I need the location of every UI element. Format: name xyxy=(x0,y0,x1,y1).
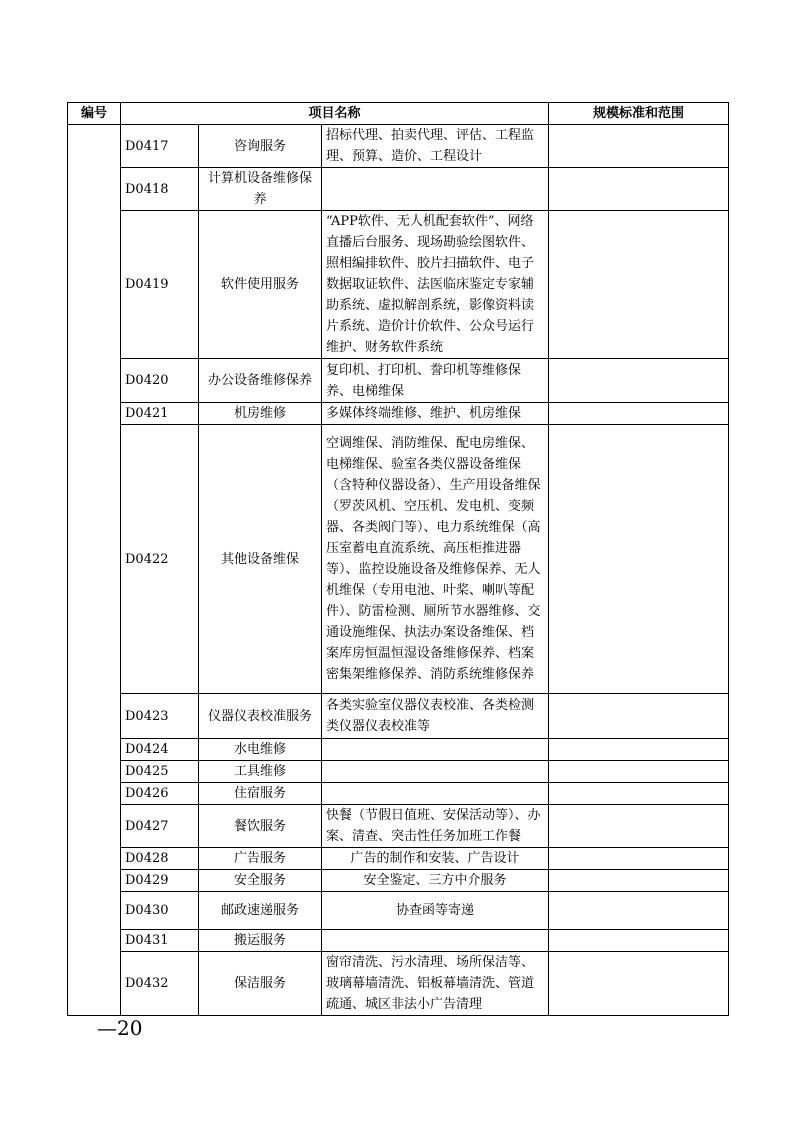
row-code: D0421 xyxy=(121,403,199,425)
row-name: 搬运服务 xyxy=(199,930,322,952)
row-scale xyxy=(549,403,729,425)
row-desc: 安全鉴定、三方中介服务 xyxy=(322,870,549,892)
row-name: 其他设备维保 xyxy=(199,425,322,694)
table-row xyxy=(68,930,729,952)
row-name: 广告服务 xyxy=(199,848,322,870)
table-row xyxy=(68,694,729,739)
table-row xyxy=(68,168,729,211)
page-number: —20 xyxy=(97,1016,143,1040)
table-row xyxy=(68,125,729,168)
row-scale xyxy=(549,739,729,761)
table-row xyxy=(68,359,729,403)
row-scale xyxy=(549,805,729,848)
header-scale: 规模标准和范围 xyxy=(549,103,729,125)
row-scale xyxy=(549,125,729,168)
table-header-row xyxy=(68,103,729,125)
table-row xyxy=(68,783,729,805)
row-desc: 复印机、打印机、誊印机等维修保养、电梯维保 xyxy=(322,359,549,403)
row-name: 餐饮服务 xyxy=(199,805,322,848)
row-desc: 空调维保、消防维保、配电房维保、电梯维保、验室各类仪器设备维保（含特种仪器设备）、生产用设备维保（罗茨风机、空压机、发电机、变频器、各类阀门等）、电力系统维保（高压室蓄电直流系统、高压柜推进器等）、监控设施设备及维修保养、无人机维保（专用电池、叶桨、喇叭等配件）、防雷检测、厕所节水器维修、交通设施维保、执法办案设备维保、档案库房恒温恒湿设备维修保养、档案密集架维修保养、消防系统维修保养 xyxy=(322,425,549,694)
row-scale xyxy=(549,761,729,783)
table-row xyxy=(68,848,729,870)
row-desc xyxy=(322,930,549,952)
services-table xyxy=(67,102,729,1016)
row-scale xyxy=(549,930,729,952)
row-scale xyxy=(549,359,729,403)
row-code: D0432 xyxy=(121,952,199,1016)
group-number-cell xyxy=(68,125,121,1016)
row-desc: 快餐（节假日值班、安保活动等）、办案、清查、突击性任务加班工作餐 xyxy=(322,805,549,848)
row-code: D0424 xyxy=(121,739,199,761)
row-name: 水电维修 xyxy=(199,739,322,761)
row-code: D0417 xyxy=(121,125,199,168)
row-scale xyxy=(549,694,729,739)
row-scale xyxy=(549,952,729,1016)
row-name: 邮政速递服务 xyxy=(199,892,322,930)
table-row xyxy=(68,892,729,930)
row-name: 办公设备维修保养 xyxy=(199,359,322,403)
row-name: 机房维修 xyxy=(199,403,322,425)
table-row xyxy=(68,403,729,425)
table-row xyxy=(68,805,729,848)
row-desc xyxy=(322,168,549,211)
row-desc: 协查函等寄递 xyxy=(322,892,549,930)
row-desc: 各类实验室仪器仪表校准、各类检测类仪器仪表校准等 xyxy=(322,694,549,739)
row-name: 住宿服务 xyxy=(199,783,322,805)
row-name: 仪器仪表校准服务 xyxy=(199,694,322,739)
row-code: D0420 xyxy=(121,359,199,403)
table-row xyxy=(68,952,729,1016)
table-row xyxy=(68,870,729,892)
row-code: D0426 xyxy=(121,783,199,805)
row-scale xyxy=(549,783,729,805)
row-desc: 广告的制作和安装、广告设计 xyxy=(322,848,549,870)
row-scale xyxy=(549,848,729,870)
row-scale xyxy=(549,425,729,694)
table-row xyxy=(68,211,729,359)
row-code: D0427 xyxy=(121,805,199,848)
table-row xyxy=(68,761,729,783)
header-name: 项目名称 xyxy=(121,103,549,125)
row-name: 咨询服务 xyxy=(199,125,322,168)
row-name: 安全服务 xyxy=(199,870,322,892)
row-name: 计算机设备维修保养 xyxy=(199,168,322,211)
row-scale xyxy=(549,892,729,930)
row-code: D0429 xyxy=(121,870,199,892)
row-desc: “APP软件、无人机配套软件”、网络直播后台服务、现场勘验绘图软件、照相编排软件、胶片扫描软件、电子数据取证软件、法医临床鉴定专家辅助系统、虚拟解剖系统，影像资料读片系统、造价计价软件、公众号运行维护、财务软件系统 xyxy=(322,211,549,359)
row-scale xyxy=(549,870,729,892)
row-code: D0430 xyxy=(121,892,199,930)
row-code: D0425 xyxy=(121,761,199,783)
row-desc: 多媒体终端维修、维护、机房维保 xyxy=(322,403,549,425)
row-name: 保洁服务 xyxy=(199,952,322,1016)
row-code: D0423 xyxy=(121,694,199,739)
row-desc xyxy=(322,761,549,783)
row-code: D0422 xyxy=(121,425,199,694)
table-row xyxy=(68,739,729,761)
row-desc xyxy=(322,783,549,805)
table-row xyxy=(68,425,729,694)
row-desc xyxy=(322,739,549,761)
row-code: D0419 xyxy=(121,211,199,359)
row-scale xyxy=(549,168,729,211)
header-num: 编号 xyxy=(68,103,121,125)
row-code: D0428 xyxy=(121,848,199,870)
row-code: D0431 xyxy=(121,930,199,952)
row-name: 软件使用服务 xyxy=(199,211,322,359)
row-code: D0418 xyxy=(121,168,199,211)
row-desc: 窗帘清洗、污水清理、场所保洁等、玻璃幕墙清洗、铝板幕墙清洗、管道疏通、城区非法小广告清理 xyxy=(322,952,549,1016)
row-scale xyxy=(549,211,729,359)
row-desc: 招标代理、拍卖代理、评估、工程监理、预算、造价、工程设计 xyxy=(322,125,549,168)
row-name: 工具维修 xyxy=(199,761,322,783)
